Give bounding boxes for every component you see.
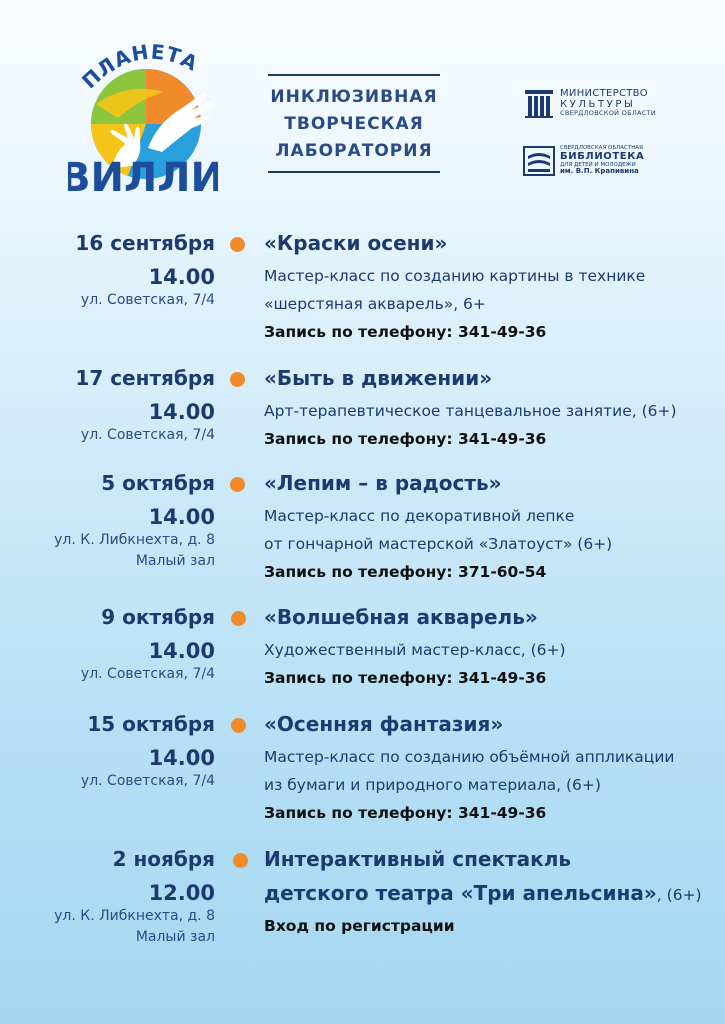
event-description-line: Мастер-класс по созданию объёмной аппликации <box>264 748 675 766</box>
title-line-1: ИНКЛЮЗИВНАЯ <box>270 87 438 107</box>
planeta-villi-logo <box>68 38 218 198</box>
event-description-line: Арт-терапевтическое танцевальное занятие, (6+) <box>264 402 677 420</box>
event-description-line: Мастер-класс по созданию картины в технике <box>264 267 646 285</box>
event-address: ул. К. Либкнехта, д. 8 <box>54 908 215 924</box>
event-date: 5 октября <box>101 471 215 495</box>
title-line-2: ТВОРЧЕСКАЯ <box>284 114 424 134</box>
event-address: ул. Советская, 7/4 <box>80 773 215 789</box>
event-time: 14.00 <box>148 639 215 663</box>
event-address: ул. К. Либкнехта, д. 8 <box>54 532 215 548</box>
event-title: «Быть в движении» <box>264 366 493 390</box>
event-registration: Запись по телефону: 341-49-36 <box>264 804 547 822</box>
event-registration: Запись по телефону: 341-49-36 <box>264 430 547 448</box>
orange-dot <box>233 853 248 868</box>
event-time: 14.00 <box>148 746 215 770</box>
library-line-4: им. В.П. Крапивина <box>560 167 639 176</box>
event-date: 2 ноября <box>112 847 215 871</box>
event-date: 16 сентября <box>75 231 215 255</box>
book-icon <box>523 146 555 176</box>
event-title-line-2 <box>264 880 702 908</box>
ministry-line-2: КУЛЬТУРЫ <box>560 98 636 110</box>
event-title-line-1: Интерактивный спектакль <box>264 847 572 871</box>
event-description-line: «шерстяная акварель», 6+ <box>264 295 486 313</box>
orange-dot <box>230 237 245 252</box>
event-title: «Лепим – в радость» <box>264 471 502 495</box>
event-description-line: Мастер-класс по декоративной лепке <box>264 507 575 525</box>
lab-title <box>268 74 440 173</box>
event-hall: Малый зал <box>135 553 215 569</box>
title-line-3: ЛАБОРАТОРИЯ <box>275 141 433 161</box>
event-description-line: Художественный мастер-класс, (6+) <box>264 641 566 659</box>
event-time: 14.00 <box>148 265 215 289</box>
column-icon <box>523 87 555 119</box>
event-address: ул. Советская, 7/4 <box>80 666 215 682</box>
orange-dot <box>230 372 245 387</box>
event-title-text: детского театра «Три апельсина» <box>264 881 657 905</box>
event-registration: Запись по телефону: 341-49-36 <box>264 669 547 687</box>
event-address: ул. Советская, 7/4 <box>80 292 215 308</box>
library-line-1: СВЕРДЛОВСКАЯ ОБЛАСТНАЯ <box>560 145 643 152</box>
event-title: «Осенняя фантазия» <box>264 712 504 736</box>
orange-dot <box>231 611 246 626</box>
event-title: «Краски осени» <box>264 231 448 255</box>
ministry-line-1: МИНИСТЕРСТВО <box>560 88 648 100</box>
logo-bottom-word: ВИЛЛИ <box>68 155 218 198</box>
event-date: 15 октября <box>87 712 215 736</box>
ministry-logo <box>523 87 656 119</box>
orange-dot <box>230 477 245 492</box>
event-date: 9 октября <box>101 605 215 629</box>
event-hall: Малый зал <box>135 929 215 945</box>
orange-dot <box>231 718 246 733</box>
age-rating: , (6+) <box>656 886 702 904</box>
ministry-line-3: СВЕРДЛОВСКОЙ ОБЛАСТИ <box>560 109 657 118</box>
event-time: 14.00 <box>148 400 215 424</box>
library-logo <box>523 146 644 176</box>
logo-top-word: ПЛАНЕТА <box>77 39 203 94</box>
event-date: 17 сентября <box>75 366 215 390</box>
event-address: ул. Советская, 7/4 <box>80 427 215 443</box>
event-time: 12.00 <box>148 881 215 905</box>
event-registration: Вход по регистрации <box>264 917 455 935</box>
event-registration: Запись по телефону: 371-60-54 <box>264 563 547 581</box>
event-title: «Волшебная акварель» <box>264 605 538 629</box>
event-description-line: от гончарной мастерской «Златоуст» (6+) <box>264 535 613 553</box>
planeta-villi-logo-graphic <box>68 38 218 198</box>
event-time: 14.00 <box>148 505 215 529</box>
event-description-line: из бумаги и природного материала, (6+) <box>264 776 601 794</box>
library-line-2: БИБЛИОТЕКА <box>560 151 645 163</box>
event-registration: Запись по телефону: 341-49-36 <box>264 323 547 341</box>
library-line-3: ДЛЯ ДЕТЕЙ И МОЛОДЕЖИ <box>560 161 636 168</box>
title-bottom-rule <box>268 171 440 173</box>
